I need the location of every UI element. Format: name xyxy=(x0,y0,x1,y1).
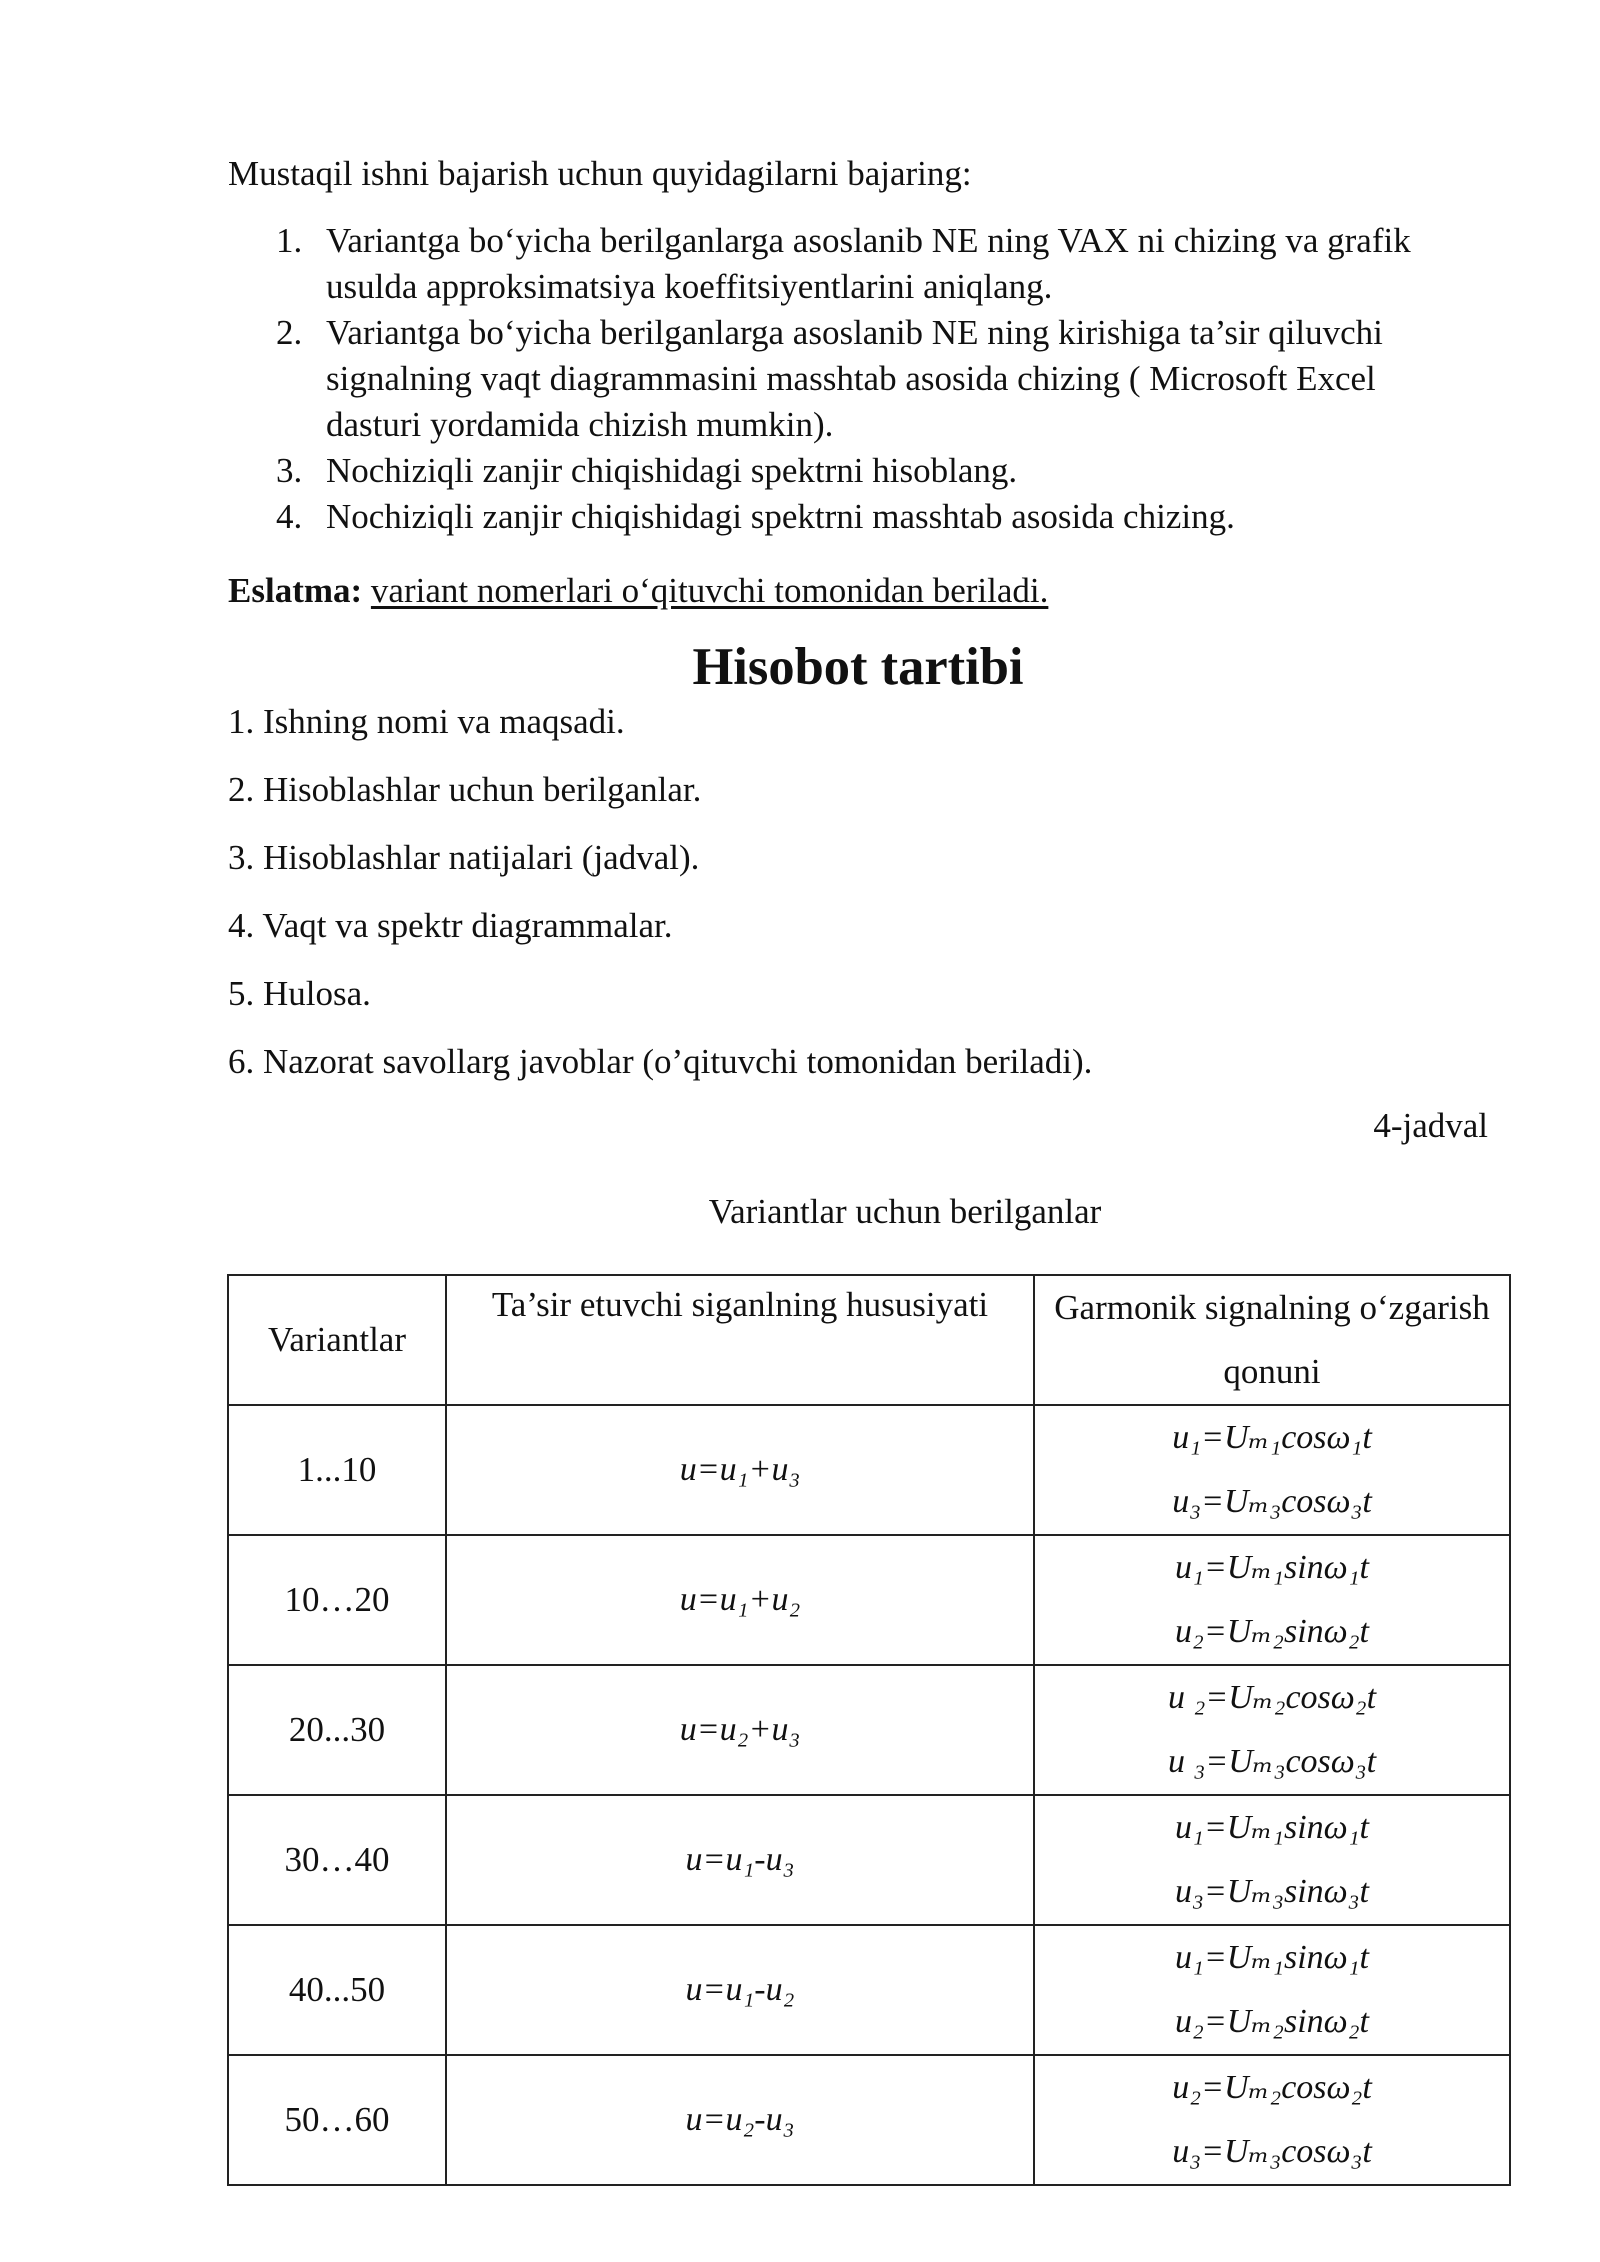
header-signal: Ta’sir etuvchi siganlning hususiyati xyxy=(446,1275,1034,1405)
task-number: 3. xyxy=(276,451,303,490)
law-formula: u₁=Uₘ₁sinω₁t xyxy=(1175,1549,1369,1586)
note-label: Eslatma: xyxy=(228,571,363,610)
task-text: Nochiziqli zanjir chiqishidagi spektrni hisoblang. xyxy=(326,451,1018,490)
header-law-line2: qonuni xyxy=(1223,1352,1321,1391)
law-cell xyxy=(1034,1535,1510,1665)
report-list xyxy=(228,698,1092,1106)
variant-range: 10…20 xyxy=(228,1535,446,1665)
law-cell xyxy=(1034,1665,1510,1795)
table-row xyxy=(228,1405,1510,1535)
table-row xyxy=(228,1795,1510,1925)
law-formula: u₁=Uₘ₁sinω₁t xyxy=(1175,1939,1369,1976)
task-item xyxy=(228,310,1478,448)
note-text: variant nomerlari o‘qituvchi tomonidan beriladi. xyxy=(370,571,1049,610)
law-formula: u₃=Uₘ₃cosω₃t xyxy=(1172,1483,1372,1520)
task-number: 4. xyxy=(276,497,303,536)
law-formula: u₂=Uₘ₂cosω₂t xyxy=(1172,2069,1372,2106)
table-row xyxy=(228,1925,1510,2055)
signal-formula: u=u₂+u₃ xyxy=(446,1665,1034,1795)
variant-range: 1...10 xyxy=(228,1405,446,1535)
law-formula: u ₃=Uₘ₃cosω₃t xyxy=(1167,1743,1377,1780)
signal-formula: u=u₁+u₃ xyxy=(446,1405,1034,1535)
law-formula: u₁=Uₘ₁cosω₁t xyxy=(1172,1419,1372,1456)
law-cell xyxy=(1034,1405,1510,1535)
variant-range: 40...50 xyxy=(228,1925,446,2055)
header-variants: Variantlar xyxy=(228,1275,446,1405)
signal-formula: u=u₁-u₃ xyxy=(446,1795,1034,1925)
law-cell xyxy=(1034,2055,1510,2185)
header-law-line1: Garmonik signalning o‘zgarish xyxy=(1054,1288,1490,1327)
report-item: 6. Nazorat savollarg javoblar (o’qituvchi tomonidan beriladi). xyxy=(228,1042,1093,1081)
signal-formula: u=u₁-u₂ xyxy=(446,1925,1034,2055)
report-item: 4. Vaqt va spektr diagrammalar. xyxy=(228,906,673,945)
report-item: 5. Hulosa. xyxy=(228,974,371,1013)
law-cell xyxy=(1034,1925,1510,2055)
table-caption: Variantlar uchun berilganlar xyxy=(708,1192,1102,1231)
header-law xyxy=(1034,1275,1510,1405)
law-formula: u ₂=Uₘ₂cosω₂t xyxy=(1167,1679,1377,1716)
variant-range: 30…40 xyxy=(228,1795,446,1925)
task-item xyxy=(228,448,1478,494)
table-number: 4-jadval xyxy=(1373,1106,1488,1145)
report-item: 1. Ishning nomi va maqsadi. xyxy=(228,702,625,741)
table-row xyxy=(228,2055,1510,2185)
task-number: 2. xyxy=(276,313,303,352)
task-text: Variantga bo‘yicha berilganlarga asoslanib NE ning VAX ni chizing va grafik usulda approksimatsiya koeffitsiyentlarini aniqlang. xyxy=(326,221,1411,306)
law-formula: u₃=Uₘ₃sinω₃t xyxy=(1175,1873,1369,1910)
table-header-row xyxy=(228,1275,1510,1405)
task-text: Nochiziqli zanjir chiqishidagi spektrni masshtab asosida chizing. xyxy=(326,497,1235,536)
law-formula: u₂=Uₘ₂sinω₂t xyxy=(1175,1613,1369,1650)
signal-formula: u=u₂-u₃ xyxy=(446,2055,1034,2185)
table-row xyxy=(228,1535,1510,1665)
report-title: Hisobot tartibi xyxy=(692,638,1024,696)
law-cell xyxy=(1034,1795,1510,1925)
task-number: 1. xyxy=(276,221,303,260)
task-list xyxy=(228,218,1478,540)
law-formula: u₁=Uₘ₁sinω₁t xyxy=(1175,1809,1369,1846)
task-item xyxy=(228,218,1478,310)
intro-text: Mustaqil ishni bajarish uchun quyidagilarni bajaring: xyxy=(228,154,972,193)
report-item: 3. Hisoblashlar natijalari (jadval). xyxy=(228,838,700,877)
signal-formula: u=u₁+u₂ xyxy=(446,1535,1034,1665)
law-formula: u₃=Uₘ₃cosω₃t xyxy=(1172,2133,1372,2170)
task-item xyxy=(228,494,1478,540)
variants-table xyxy=(227,1274,1511,2186)
variant-range: 50…60 xyxy=(228,2055,446,2185)
law-formula: u₂=Uₘ₂sinω₂t xyxy=(1175,2003,1369,2040)
variant-range: 20...30 xyxy=(228,1665,446,1795)
table-row xyxy=(228,1665,1510,1795)
report-item: 2. Hisoblashlar uchun berilganlar. xyxy=(228,770,702,809)
note xyxy=(228,567,1048,614)
task-text: Variantga bo‘yicha berilganlarga asoslanib NE ning kirishiga ta’sir qiluvchi signalning vaqt diagrammasini masshtab asosida chizing ( Microsoft Excel dasturi yordamida chizish mumkin). xyxy=(326,313,1383,444)
